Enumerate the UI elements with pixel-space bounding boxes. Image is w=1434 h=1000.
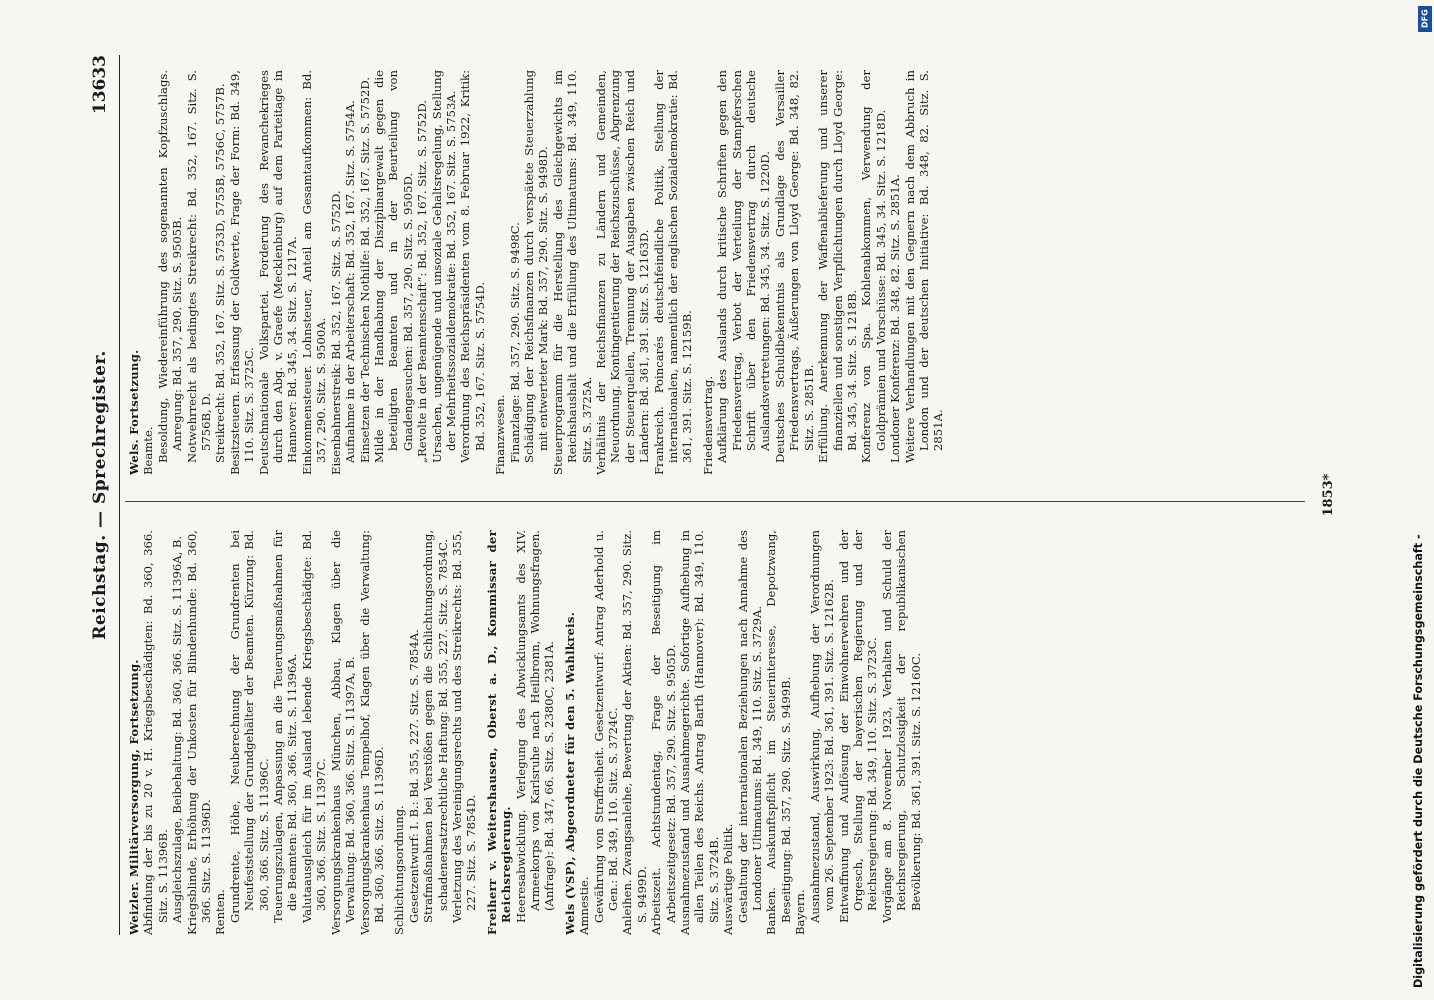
register-entry: Einsetzen der Technischen Nothilfe: Bd. 352, 167. Sitz. S. 5752D. [357,77,372,463]
header-rule [119,55,120,935]
register-entry: Besitzsteuern. Erfassung der Goldwerte, Frage der Form: Bd. 349, 110. Sitz. S. 3725C. [227,70,257,475]
register-entry: Eisenbahnerstreik: Bd. 352, 167. Sitz. S. 5752D. [328,190,343,475]
register-entry: „Revolte in der Beamtenschaft“: Bd. 352, 167. Sitz. S. 5752D. [415,99,430,463]
register-entry: Banken. Auskunftspflicht im Steuerinteresse, Depotzwang, Beseitigung: Bd. 357, 290. Sitz. S. 9499B. [764,530,793,935]
register-entry: Ausgleichszulage, Beibehaltung: Bd. 360, 366. Sitz. S. 11396A, B. [170,535,185,923]
register-entry: Kriegsblinde, Erhöhung der Unkosten für Blindenhunde: Bd. 360, 366. Sitz. S. 11396D. [184,530,214,935]
left-column [127,530,1307,935]
digitization-note: Digitalisierung gefördert durch die Deutsche Forschungsgemeinschaft - [1412,534,1425,988]
register-entry: Weitere Verhandlungen mit den Gegnern nach dem Abbruch in London und der deutschen Initiative: Bd. 348, 82. Sitz. S. 2851A. [902,70,946,463]
page-number: 13633 [90,54,110,115]
register-entry: Amnestie. [577,876,592,935]
register-entry: Steuerprogramm für die Herstellung des Gleichgewichts im Reichshaushalt und die Erfüllung des Ultimatums: Bd. 349, 110. Sitz. S. 3725A. [550,70,594,475]
register-entry: Finanzwesen. [493,394,508,475]
register-entry: Beamte. [141,426,156,475]
register-entry: Ausnahmezustand, Auswirkung, Aufhebung der Verordnungen vom 26. September 1923: Bd. 361, 391. Sitz. S. 12162B. [807,530,837,923]
register-entry: Erfüllung. Anerkennung der Waffenablieferung und unserer finanziellen und sonstigen Verpflichtungen durch Lloyd George: Bd. 345, 34. Sitz. S. 1218B. [816,70,859,463]
register-entry: Gestaltung der internationalen Beziehungen nach Annahme des Londoner Ultimatums: Bd. 349, 110. Sitz. S. 3729A. [735,530,765,923]
register-entry: Friedensvertrag. [700,375,715,475]
register-entry: Bayern. [793,889,808,935]
signature-mark: 1853* [1321,473,1336,517]
register-entry: Gesetzentwurf: I. B.: Bd. 355, 227. Sitz. S. 7854A. [406,629,421,923]
register-entry: Weizler. Militärversorgung, Fortsetzung. [127,659,141,935]
register-entry: Einkommensteuer. Lohnsteuer, Anteil am Gesamtaufkommen: Bd. 357, 290. Sitz. S. 9500A. [299,70,329,475]
register-entry: Milde in der Handhabung der Disziplinargewalt gegen die beteiligten Beamten und in der Beurteilung von Gnadengesuchen: Bd. 357, 290. Sitz. S. 9505D. [371,70,415,463]
column-divider [125,501,1305,502]
register-entry: Schlichtungsordnung. [392,805,407,935]
register-entry: Verhältnis der Reichsfinanzen zu Ländern und Gemeinden, Neuordnung, Kontingentierung der Reichszuschüsse, Abgrenzung der Steuerquellen, Trennung der Ausgaben zwischen Reich und Ländern: Bd. 361, 391. Sitz. S. 12163D. [594,70,652,475]
register-entry: Streikrecht: Bd. 352, 167. Sitz. S. 5753D, 5755B, 5756C, 5757B. [213,83,228,463]
register-entry: Ursachen, ungenügende und unsoziale Gehaltsregelung, Stellung der Mehrheitssozialdemokratie: Bd. 352, 167. Sitz. S. 5753A. [429,70,458,463]
register-entry: Gewährung von Straffreiheit. Gesetzentwurf: Antrag Aderhold u. Gen.: Bd. 349, 110. Sitz. S. 3724C. [591,530,620,923]
rotated-page [85,55,1365,935]
register-entry: Freiherr v. Weitershausen, Oberst a. D., Kommissar der Reichsregierung. [484,530,514,935]
register-entry: Arbeitszeit. Achtstundentag, Frage der Beseitigung im Arbeitszeitgesetz: Bd. 357, 290. Sitz. S. 9505D. [649,530,678,935]
register-entry: Verletzung des Vereinigungsrechts und des Streikrechts: Bd. 355, 227. Sitz. S. 7854D. [449,530,479,923]
register-entry: Aufklärung des Auslands durch kritische Schriften gegen den Friedensvertrag, Verbot der Verteilung der Stampferschen Schrift über den Friedensvertrag durch deutsche Auslandsvertretungen: Bd. 345, 34. Sitz. S. 1220D. [715,70,773,463]
register-entry: Teuerungszulagen, Anpassung an die Teuerungsmaßnahmen für die Beamten: Bd. 360, 366. Sitz. S. 11396A. [271,530,300,923]
register-entry: Strafmaßnahmen bei Verstößen gegen die Schlichtungsordnung, schadenersatzrechtliche Haftung: Bd. 355, 227. Sitz. S. 7854C. [421,530,450,923]
register-entry: Entwaffnung und Auflösung der Einwohnerwehren und der Orgesch, Stellung der bayerischen Regierung und der Reichsregierung: Bd. 349, 110. Sitz. S. 3723C. [836,530,880,923]
page-title: Reichstag. — Sprechregister. [90,350,110,640]
register-entry: Auswärtige Politik. [721,823,736,935]
register-entry: Grundrente, Höhe, Neuberechnung der Grundrenten bei Neufeststellung der Grundgehälter der Beamten. Kürzung: Bd. 360, 366. Sitz. S. 11396C. [227,530,271,923]
register-entry: Wels (VSP), Abgeordneter für den 5. Wahlkreis. [562,611,577,935]
register-entry: Aufnahme in der Arbeiterschaft: Bd. 352, 167. Sitz. S. 5754A. [343,100,358,463]
register-entry: Schädigung der Reichsfinanzen durch verspätete Steuerzahlung mit entwerteter Mark: Bd. 357, 290. Sitz. S. 9498D. [521,70,551,463]
register-entry: Verordnung des Reichspräsidenten vom 8. Februar 1922, Kritik: Bd. 352, 167. Sitz. S. 5754D. [458,70,487,463]
register-entry: Heeresabwicklung. Verlegung des Abwicklungsamts des XIV. Armeekorps von Karlsruhe nach Heilbronn, Wohnungsfragen. (Anfrage): Bd. 347, 66. Sitz. S. 2380C, 2381A. [513,530,557,923]
dfg-logo-icon: DFG [1418,6,1432,32]
register-entry: Frankreich. Poincarés deutschfeindliche Politik, Stellung der internationalen, namentlich der englischen Sozialdemokratie: Bd. 361, 391. Sitz. S. 12159B. [651,70,695,475]
register-entry: Deutsches Schuldbekenntnis als Grundlage des Versailler Friedensvertrags, Äußerungen von Lloyd George: Bd. 348, 82. Sitz. S. 2851B. [772,70,816,463]
register-entry: Finanzlage: Bd. 357, 290. Sitz. S. 9498C. [507,222,522,463]
right-column [127,70,1307,475]
register-entry: Notwehrrecht als bedingtes Streikrecht: Bd. 352, 167. Sitz. S. 5756B, D. [184,70,214,463]
register-entry: Vorgänge am 8. November 1923, Verhalten und Schuld der Reichsregierung, Schutzlosigkeit der republikanischen Bevölkerung: Bd. 361, 391. Sitz. S. 12160C. [879,530,923,923]
register-entry: Besoldung, Wiedereinführung des sogenannten Kopfzuschlags. Anregung: Bd. 357, 290. Sitz. S. 9505B. [155,70,185,463]
register-entry: Deutschnationale Volkspartei. Forderung des Revanchekrieges durch den Abg. v. Graefe (Mecklenburg) auf dem Parteitage in Hannover: Bd. 345, 34. Sitz. S. 1217A. [256,70,300,475]
register-entry: Anleihen. Zwangsanleihe, Bewertung der Aktien: Bd. 357, 290. Sitz. S. 9499D. [620,530,649,935]
register-entry: Abfindung der bis zu 20 v. H. Kriegsbeschädigten: Bd. 360, 366. Sitz. S. 11396B. [141,530,170,935]
register-entry: Versorgungskrankenhaus Tempelhof, Klagen über die Verwaltung: Bd. 360, 366. Sitz. S. 11396D. [357,530,386,935]
register-entry: Valutaausgleich für im Ausland lebende Kriegsbeschädigte: Bd. 360, 366. Sitz. S. 11397C. [299,530,329,923]
page-header [85,55,115,935]
register-entry: Ausnahmezustand und Ausnahmegerichte. Sofortige Aufhebung in allen Teilen des Reichs. Antrag Barth (Hannover): Bd. 349, 110. Sitz. S. 3724B. [678,530,721,935]
register-entry: Versorgungskrankenhaus München, Abbau, Klagen über die Verwaltung: Bd. 360, 366. Sitz. S. 11397A, B. [328,530,358,935]
register-entry: Renten. [213,889,228,935]
register-entry: Wels. Fortsetzung. [127,349,141,475]
register-entry: Konferenz von Spa. Kohlenabkommen, Verwendung der Goldprämien und Vorschüsse: Bd. 345, 34. Sitz. S. 1218D. [859,70,888,463]
register-entry: Londoner Konferenz: Bd. 348, 82. Sitz. S. 2851A. [888,174,903,463]
